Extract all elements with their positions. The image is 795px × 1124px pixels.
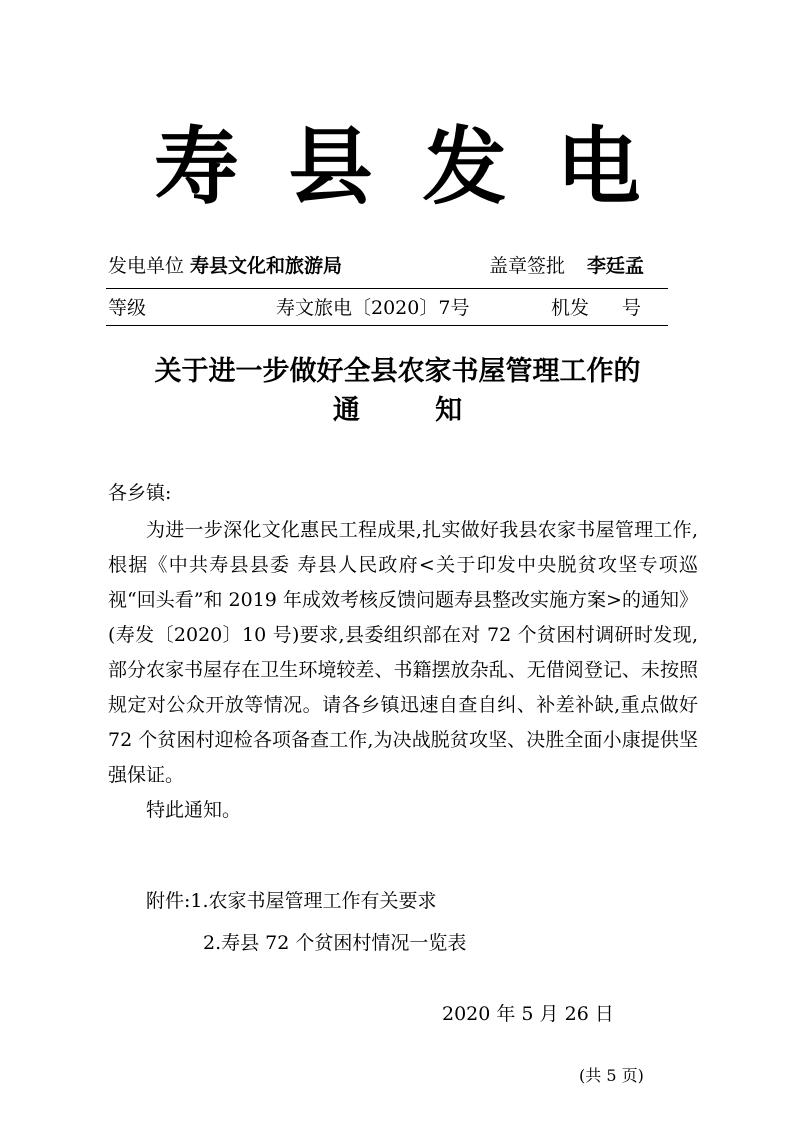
document-number: 寿文旅电〔2020〕7号	[276, 297, 470, 319]
grade-label: 等级	[108, 297, 147, 319]
page-count: (共 5 页)	[579, 1066, 644, 1085]
attachment-item-2: 2.寿县 72 个贫困村情况一览表	[203, 932, 467, 954]
salutation: 各乡镇:	[108, 482, 172, 504]
document-title-line1: 关于进一步做好全县农家书屋管理工作的	[154, 356, 641, 387]
issue-date: 2020 年 5 月 26 日	[442, 1003, 614, 1025]
header-divider-top	[106, 288, 668, 289]
masthead-title: 寿县发电	[154, 117, 691, 216]
attachment-label: 附件:	[146, 890, 191, 912]
body-paragraph-main: 为进一步深化文化惠民工程成果,扎实做好我县农家书屋管理工作,根据《中共寿县县委 寿县人民政府<关于印发中央脱贫攻坚专项巡视“回头看”和 2019 年成效考核反馈问题寿县整改实施方案>的通知》(寿发〔2020〕10 号)要求,县委组织部在对 72 个贫困村调研时发现,部分农家书屋存在卫生环境较差、书籍摆放杂乱、无借阅登记、未按照规定对公众开放等情况。请各乡镇迅速自查自纠、补差补缺,重点做好 72 个贫困村迎检各项备查工作,为决战脱贫攻坚、决胜全面小康提供坚强保证。	[108, 519, 698, 786]
sender-value: 寿县文化和旅游局	[190, 255, 343, 277]
sender-row	[108, 253, 342, 279]
office-suffix: 号	[622, 297, 642, 319]
body-text	[108, 513, 698, 828]
attachment-item-1: 1.农家书屋管理工作有关要求	[190, 890, 437, 912]
sender-label: 发电单位	[108, 255, 185, 277]
body-paragraph-closing: 特此通知。	[146, 799, 242, 821]
office-label: 机发	[551, 297, 590, 319]
approval-value: 李廷孟	[587, 255, 645, 277]
approval-label: 盖章签批	[489, 255, 566, 277]
header-divider-bottom	[106, 325, 668, 326]
document-title-line2: 通 知	[332, 395, 463, 426]
attachment-line-1	[146, 887, 437, 915]
approval-row	[489, 253, 644, 279]
